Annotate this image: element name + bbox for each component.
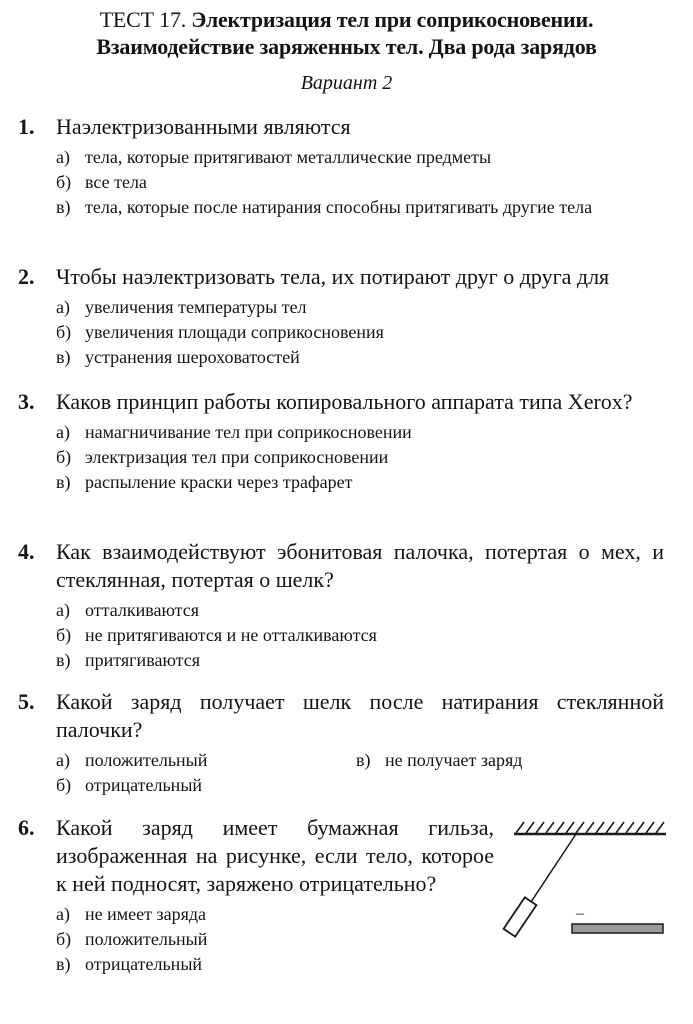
- suspension-thread: [531, 834, 576, 902]
- test-header: [20, 6, 673, 96]
- answer-option: а) положительный: [56, 750, 208, 770]
- paper-sleeve: [504, 897, 537, 936]
- answer-option: б) положительный: [56, 929, 208, 949]
- answer-option: а) увеличения температуры тел: [56, 297, 307, 317]
- answer-list: [18, 598, 664, 673]
- ceiling-mount: [514, 822, 666, 834]
- paper-sleeve-figure: [496, 820, 671, 950]
- charge-sign: –: [576, 905, 584, 922]
- answer-option: в) отрицательный: [56, 954, 203, 974]
- answer-option: б) отрицательный: [56, 775, 203, 795]
- charged-body: [572, 924, 663, 933]
- title-line-2: [20, 33, 673, 60]
- question-number: 4.: [18, 539, 35, 564]
- answer-option: б) увеличения площади соприкосновения: [56, 322, 384, 342]
- answer-list: [18, 145, 664, 220]
- answer-option: а) тела, которые притягивают металлические предметы: [56, 147, 492, 167]
- question-text: 5. Какой заряд получает шелк после натирания стеклянной палочки?: [18, 689, 664, 742]
- answer-option: б) электризация тел при соприкосновении: [56, 447, 389, 467]
- question-text: 1. Наэлектризованными являются: [18, 114, 351, 139]
- question-number: 3.: [18, 389, 35, 414]
- test-title-part2: Взаимодействие заряженных тел. Два рода зарядов: [96, 34, 597, 59]
- question-number: 1.: [18, 114, 35, 139]
- question-3: [18, 388, 664, 495]
- question-text: 2. Чтобы наэлектризовать тела, их потирают друг о друга для: [18, 264, 610, 289]
- answer-option: б) не притягиваются и не отталкиваются: [56, 625, 377, 645]
- answer-list: [18, 295, 664, 370]
- test-label: ТЕСТ 17.: [99, 7, 187, 32]
- answer-list: [18, 420, 664, 495]
- answer-option: а) намагничивание тел при соприкосновении: [56, 422, 412, 442]
- title-line-1: [20, 6, 673, 33]
- answer-option: в) устранения шероховатостей: [56, 347, 300, 367]
- question-1: [18, 113, 664, 220]
- answer-option: в) не получает заряд: [356, 750, 523, 770]
- variant-label: Вариант 2: [300, 72, 393, 94]
- question-4: [18, 538, 664, 673]
- question-text: 4. Как взаимодействуют эбонитовая палочка, потертая о мех, и стеклянная, потертая о шелк?: [18, 539, 664, 592]
- answer-option: в) распыление краски через трафарет: [56, 472, 353, 492]
- answer-option: в) тела, которые после натирания способны притягивать другие тела: [56, 197, 593, 217]
- question-number: 6.: [18, 815, 35, 840]
- answer-list: [18, 748, 664, 798]
- question-number: 5.: [18, 689, 35, 714]
- answer-option: а) не имеет заряда: [56, 904, 207, 924]
- question-number: 2.: [18, 264, 35, 289]
- question-2: [18, 263, 664, 370]
- question-text: 6. Какой заряд имеет бумажная гильза, изображенная на рисунке, если тело, которое к ней подносят, заряжено отрицательно?: [18, 815, 494, 896]
- answer-option: б) все тела: [56, 172, 147, 192]
- question-5: [18, 688, 664, 798]
- answer-option: а) отталкиваются: [56, 600, 200, 620]
- question-text: 3. Каков принцип работы копировального аппарата типа Xerox?: [18, 389, 633, 414]
- answer-option: в) притягиваются: [56, 650, 201, 670]
- test-title-part1: Электризация тел при соприкосновении.: [191, 7, 594, 32]
